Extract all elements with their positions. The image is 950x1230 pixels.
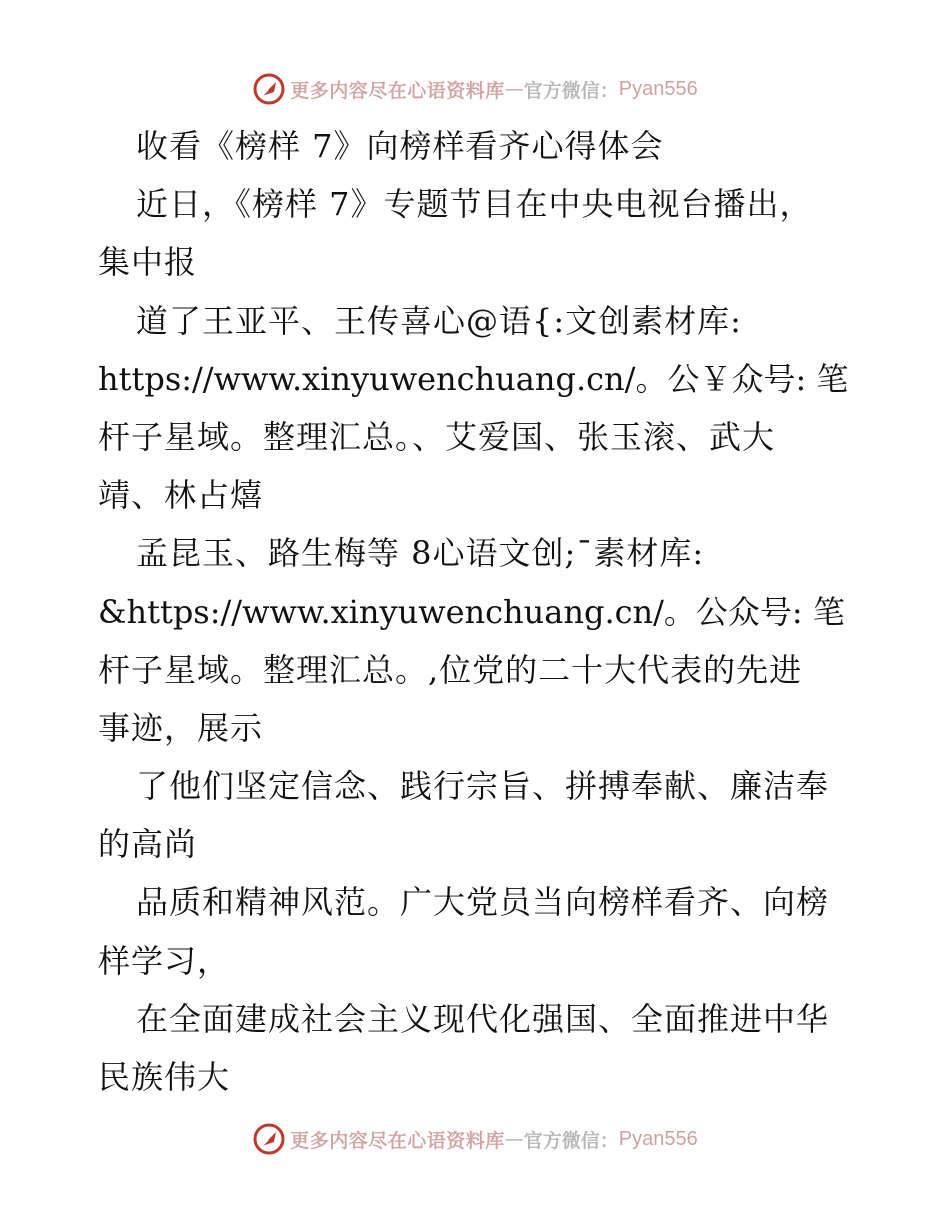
text-line: &https://www.xinyuwenchuang.cn/。公众号: 笔: [98, 592, 845, 631]
banner-text: 更多内容尽在心语资料库: [290, 79, 505, 102]
text-line: 在全面建成社会主义现代化强国、全面推进中华: [136, 999, 830, 1038]
header-watermark-banner: [0, 72, 950, 106]
document-body: [98, 117, 858, 1106]
banner-wechat-id: Pyan556: [618, 1127, 698, 1150]
text-line: 道了王亚平、王传喜心@语{:文创素材库:: [136, 301, 742, 340]
text-line: 事迹，展示: [98, 708, 264, 747]
quill-logo-icon: [252, 72, 286, 106]
text-line: 杆子星域。整理汇总。、艾爱国、张玉滚、武大: [98, 417, 776, 456]
text-line: 收看《榜样 7》向榜样看齐心得体会: [136, 127, 664, 165]
text-line: 样学习，: [98, 941, 231, 980]
text-line: 品质和精神风范。广大党员当向榜样看齐、向榜: [136, 883, 830, 922]
text-line: 了他们坚定信念、践行宗旨、拼搏奉献、廉洁奉: [136, 767, 830, 806]
text-line: 民族伟大: [98, 1058, 231, 1096]
text-line: 的高尚: [98, 825, 198, 864]
text-line: 靖、林占熺: [98, 476, 264, 515]
text-line: 孟昆玉、路生梅等 8心语文创;¯素材库:: [136, 534, 705, 573]
banner-wechat-label: 官方微信：: [523, 1129, 619, 1152]
quill-logo-icon: [252, 1122, 286, 1156]
banner-text: 更多内容尽在心语资料库: [290, 1129, 505, 1152]
text-line: 集中报: [98, 243, 198, 282]
banner-wechat-id: Pyan556: [618, 77, 698, 100]
banner-separator: —: [504, 78, 524, 100]
banner-separator: —: [504, 1128, 524, 1150]
text-line: 近日，《榜样 7》专题节目在中央电视台播出，: [136, 185, 813, 224]
footer-watermark-banner: [0, 1122, 950, 1156]
banner-wechat-label: 官方微信：: [523, 79, 619, 102]
text-line: 杆子星域。整理汇总。,位党的二十大代表的先进: [98, 650, 803, 689]
text-line: https://www.xinyuwenchuang.cn/。公￥众号: 笔: [98, 359, 849, 398]
